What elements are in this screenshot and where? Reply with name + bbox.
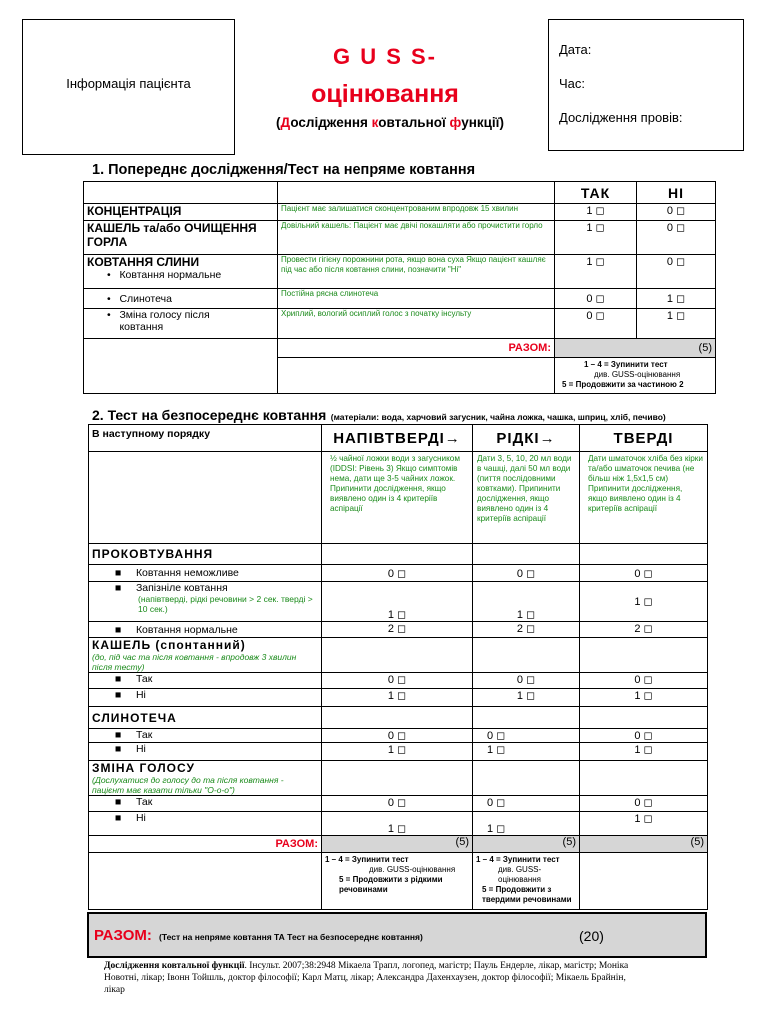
checkbox-no[interactable]: 0 ◻	[637, 255, 716, 289]
checkbox-solid[interactable]: 0 ◻	[580, 673, 708, 689]
grand-total-bar	[87, 912, 707, 958]
subtitle: (Дослідження ковтальної функції)	[276, 115, 504, 130]
grand-total-note: (Тест на непряме ковтання ТА Тест на безпосереднє ковтання)	[159, 932, 423, 942]
cell-empty	[473, 544, 580, 565]
row-desc: Постійна рясна слинотеча	[278, 289, 555, 309]
checkbox-no[interactable]: 0 ◻	[637, 204, 716, 221]
semisolid-total[interactable]: (5)	[322, 836, 473, 853]
s1-footer-empty	[84, 339, 278, 394]
item-label: ■ Ковтання неможливе	[89, 565, 322, 582]
item-label: ■ Так	[89, 673, 322, 689]
cell-empty	[580, 638, 708, 673]
checkbox-liquid[interactable]: 1 ◻	[473, 812, 580, 836]
section2-heading: 2. Тест на безпосереднє ковтання (матеріали: вода, харчовий загусник, чайна ложка, чашка, шприц, хліб, печиво)	[92, 407, 666, 423]
voice-note: (Дослухатися до голосу до та після ковтання - пацієнт має казати тільки "О-о-о")	[92, 775, 284, 795]
cell-empty	[322, 761, 473, 796]
col-semisolid-header: НАПІВТВЕРДІ→	[322, 425, 473, 452]
checkbox-semisolid[interactable]: 0 ◻	[322, 729, 473, 743]
checkbox-no[interactable]: 0 ◻	[637, 221, 716, 255]
cell-empty	[580, 707, 708, 729]
voice-heading: ЗМІНА ГОЛОСУ	[92, 761, 195, 775]
checkbox-no[interactable]: 1 ◻	[637, 309, 716, 339]
direct-swallow-table	[88, 424, 708, 910]
section1-heading: 1. Попереднє дослідження/Тест на непряме ковтання	[92, 162, 476, 178]
checkbox-semisolid[interactable]: 1 ◻	[322, 743, 473, 761]
citation-footer	[104, 960, 649, 996]
row-sublabel: • Ковтання нормальне	[107, 269, 222, 281]
checkbox-semisolid[interactable]: 0 ◻	[322, 565, 473, 582]
cell-empty	[322, 544, 473, 565]
checkbox-semisolid[interactable]: 1 ◻	[322, 812, 473, 836]
checkbox-solid[interactable]: 0 ◻	[580, 565, 708, 582]
checkbox-solid[interactable]: 1 ◻	[580, 812, 708, 836]
checkbox-no[interactable]: 1 ◻	[637, 289, 716, 309]
checkbox-liquid[interactable]: 1 ◻	[473, 582, 580, 622]
cough-heading-cell	[89, 638, 322, 673]
col-solid-header: ТВЕРДІ	[580, 425, 708, 452]
s2-notes-empty2	[580, 853, 708, 910]
order-label: В наступному порядку	[89, 425, 322, 452]
checkbox-semisolid[interactable]: 1 ◻	[322, 582, 473, 622]
semisolid-decision-note: 1 – 4 = Зупинити тест див. GUSS-оцінювання 5 = Продовжити з рідкими речовинами	[322, 853, 473, 910]
cell-empty	[473, 707, 580, 729]
s1-footer-empty2	[278, 358, 555, 394]
item-note: (напівтверді, рідкі речовини > 2 сек. тверді > 10 сек.)	[138, 594, 313, 614]
citation-text: . Інсульт. 2007;38:2948 Мікаела Трапл, логопед, магістр; Пауль Ендерле, лікар, магістр; Моніка Новотні, лікар; Івонн Тойшль, доктор філософії; Карл Матц, лікар; Александра Дахенхаузен, доктор філософії; Мікаель Брайнін, лікар	[104, 961, 629, 995]
row-desc: Пацієнт має залишатися сконцентрованим впродовж 15 хвилин	[278, 204, 555, 221]
row-label-cell	[84, 255, 278, 289]
checkbox-solid[interactable]: 2 ◻	[580, 622, 708, 638]
item-label: ■ Ні	[89, 689, 322, 707]
cell-empty	[473, 638, 580, 673]
cell-empty	[580, 544, 708, 565]
item-label: ■ Ні	[89, 812, 322, 836]
s2-notes-empty	[89, 853, 322, 910]
indirect-swallow-table	[83, 181, 716, 394]
checkbox-yes[interactable]: 1 ◻	[555, 221, 637, 255]
item-label: ■ Ні	[89, 743, 322, 761]
cell-empty	[322, 707, 473, 729]
checkbox-liquid[interactable]: 0 ◻	[473, 796, 580, 812]
exam-info-box	[548, 19, 744, 151]
grand-total-max[interactable]: (20)	[579, 928, 604, 944]
checkbox-semisolid[interactable]: 1 ◻	[322, 689, 473, 707]
col-no-header: НІ	[637, 182, 716, 204]
semisolid-instructions: ½ чайної ложки води з загусником (IDDSI: Рівень 3) Якщо симптомів нема, дати ще 3-5 чайних ложок. Припинити дослідження, якщо виявлено один із 4 критеріїв аспірації	[322, 452, 473, 544]
liquid-instructions: Дати 3, 5, 10, 20 мл води в чашці, далі 50 мл води (пиття послідовними ковтками). Припинити дослідження, якщо виявлено один із 4 критеріїв аспірації	[473, 452, 580, 544]
swallow-heading: ПРОКОВТУВАННЯ	[89, 544, 322, 565]
item-label: ■ Так	[89, 729, 322, 743]
cough-heading: КАШЕЛЬ (спонтанний)	[92, 638, 246, 652]
cough-note: (до, під час та після ковтання - впродовж 3 хвилин після тесту)	[92, 652, 297, 672]
checkbox-semisolid[interactable]: 2 ◻	[322, 622, 473, 638]
checkbox-liquid[interactable]: 2 ◻	[473, 622, 580, 638]
checkbox-solid[interactable]: 0 ◻	[580, 796, 708, 812]
patient-info-box	[22, 19, 235, 155]
s1-total-label: РАЗОМ:	[278, 339, 555, 358]
checkbox-yes[interactable]: 0 ◻	[555, 289, 637, 309]
checkbox-liquid[interactable]: 1 ◻	[473, 743, 580, 761]
instructions-empty	[89, 452, 322, 544]
s1-total-field[interactable]: (5)	[555, 339, 716, 358]
checkbox-liquid[interactable]: 1 ◻	[473, 689, 580, 707]
checkbox-semisolid[interactable]: 0 ◻	[322, 796, 473, 812]
s2-total-label: РАЗОМ:	[89, 836, 322, 853]
row-label: КАШЕЛЬ та/або ОЧИЩЕННЯ ГОРЛА	[84, 221, 278, 255]
row-desc: Довільний кашель: Пацієнт має двічі покашляти або прочистити горло	[278, 221, 555, 255]
item-label: ■ Ковтання нормальне	[89, 622, 322, 638]
liquid-decision-note: 1 – 4 = Зупинити тест див. GUSS-оцінювання 5 = Продовжити з твердими речовинами	[473, 853, 580, 910]
col-liquid-header: РІДКІ→	[473, 425, 580, 452]
patient-info-label: Інформація пацієнта	[66, 76, 191, 91]
row-desc: Хриплий, вологий осиплий голос з початку інсульту	[278, 309, 555, 339]
item-label: ■ Так	[89, 796, 322, 812]
s1-header-empty2	[278, 182, 555, 204]
title-main: G U S S-	[332, 44, 437, 69]
checkbox-liquid[interactable]: 0 ◻	[473, 673, 580, 689]
solid-instructions: Дати шматочок хліба без кірки та/або шматочок печива (не більш ніж 1,5х1,5 см) Припинити дослідження, якщо виявлено один із 4 критеріїв аспірації	[580, 452, 708, 544]
time-label: Час:	[559, 76, 586, 91]
examiner-label: Дослідження провів:	[559, 110, 683, 125]
col-yes-header: ТАК	[555, 182, 637, 204]
checkbox-solid[interactable]: 1 ◻	[580, 582, 708, 622]
date-label: Дата:	[559, 42, 592, 57]
item-label-cell: ■ Запізніле ковтання (напівтверді, рідкі речовини > 2 сек. тверді > 10 сек.)	[89, 582, 322, 622]
row-sublabel-cell: • Зміна голосу після ковтання	[84, 309, 278, 339]
row-desc: Провести гігієну порожнини рота, якщо вона суха Якщо пацієнт кашляє під час або після ковтання слини, позначити "Ні"	[278, 255, 555, 289]
cell-empty	[580, 761, 708, 796]
checkbox-yes[interactable]: 1 ◻	[555, 255, 637, 289]
voice-heading-cell	[89, 761, 322, 796]
checkbox-solid[interactable]: 0 ◻	[580, 729, 708, 743]
checkbox-semisolid[interactable]: 0 ◻	[322, 673, 473, 689]
checkbox-solid[interactable]: 1 ◻	[580, 743, 708, 761]
cell-empty	[322, 638, 473, 673]
s1-header-empty	[84, 182, 278, 204]
checkbox-solid[interactable]: 1 ◻	[580, 689, 708, 707]
title-sub: оцінювання	[311, 80, 459, 108]
liquid-total[interactable]: (5)	[473, 836, 580, 853]
row-label: КОНЦЕНТРАЦІЯ	[84, 204, 278, 221]
checkbox-yes[interactable]: 1 ◻	[555, 204, 637, 221]
grand-total-label: РАЗОМ:	[94, 927, 152, 944]
s1-decision-note: 1 – 4 = Зупинити тест див. GUSS-оцінювання 5 = Продовжити за частиною 2	[555, 358, 716, 394]
item-label: Запізніле ковтання	[135, 582, 228, 594]
cell-empty	[473, 761, 580, 796]
row-sublabel-cell: • Слинотеча	[84, 289, 278, 309]
drool-heading: СЛИНОТЕЧА	[89, 707, 322, 729]
row-label: КОВТАННЯ СЛИНИ	[87, 255, 200, 269]
checkbox-yes[interactable]: 0 ◻	[555, 309, 637, 339]
checkbox-liquid[interactable]: 0 ◻	[473, 729, 580, 743]
solid-total[interactable]: (5)	[580, 836, 708, 853]
checkbox-liquid[interactable]: 0 ◻	[473, 565, 580, 582]
citation-title: Дослідження ковтальної функції	[104, 961, 245, 971]
